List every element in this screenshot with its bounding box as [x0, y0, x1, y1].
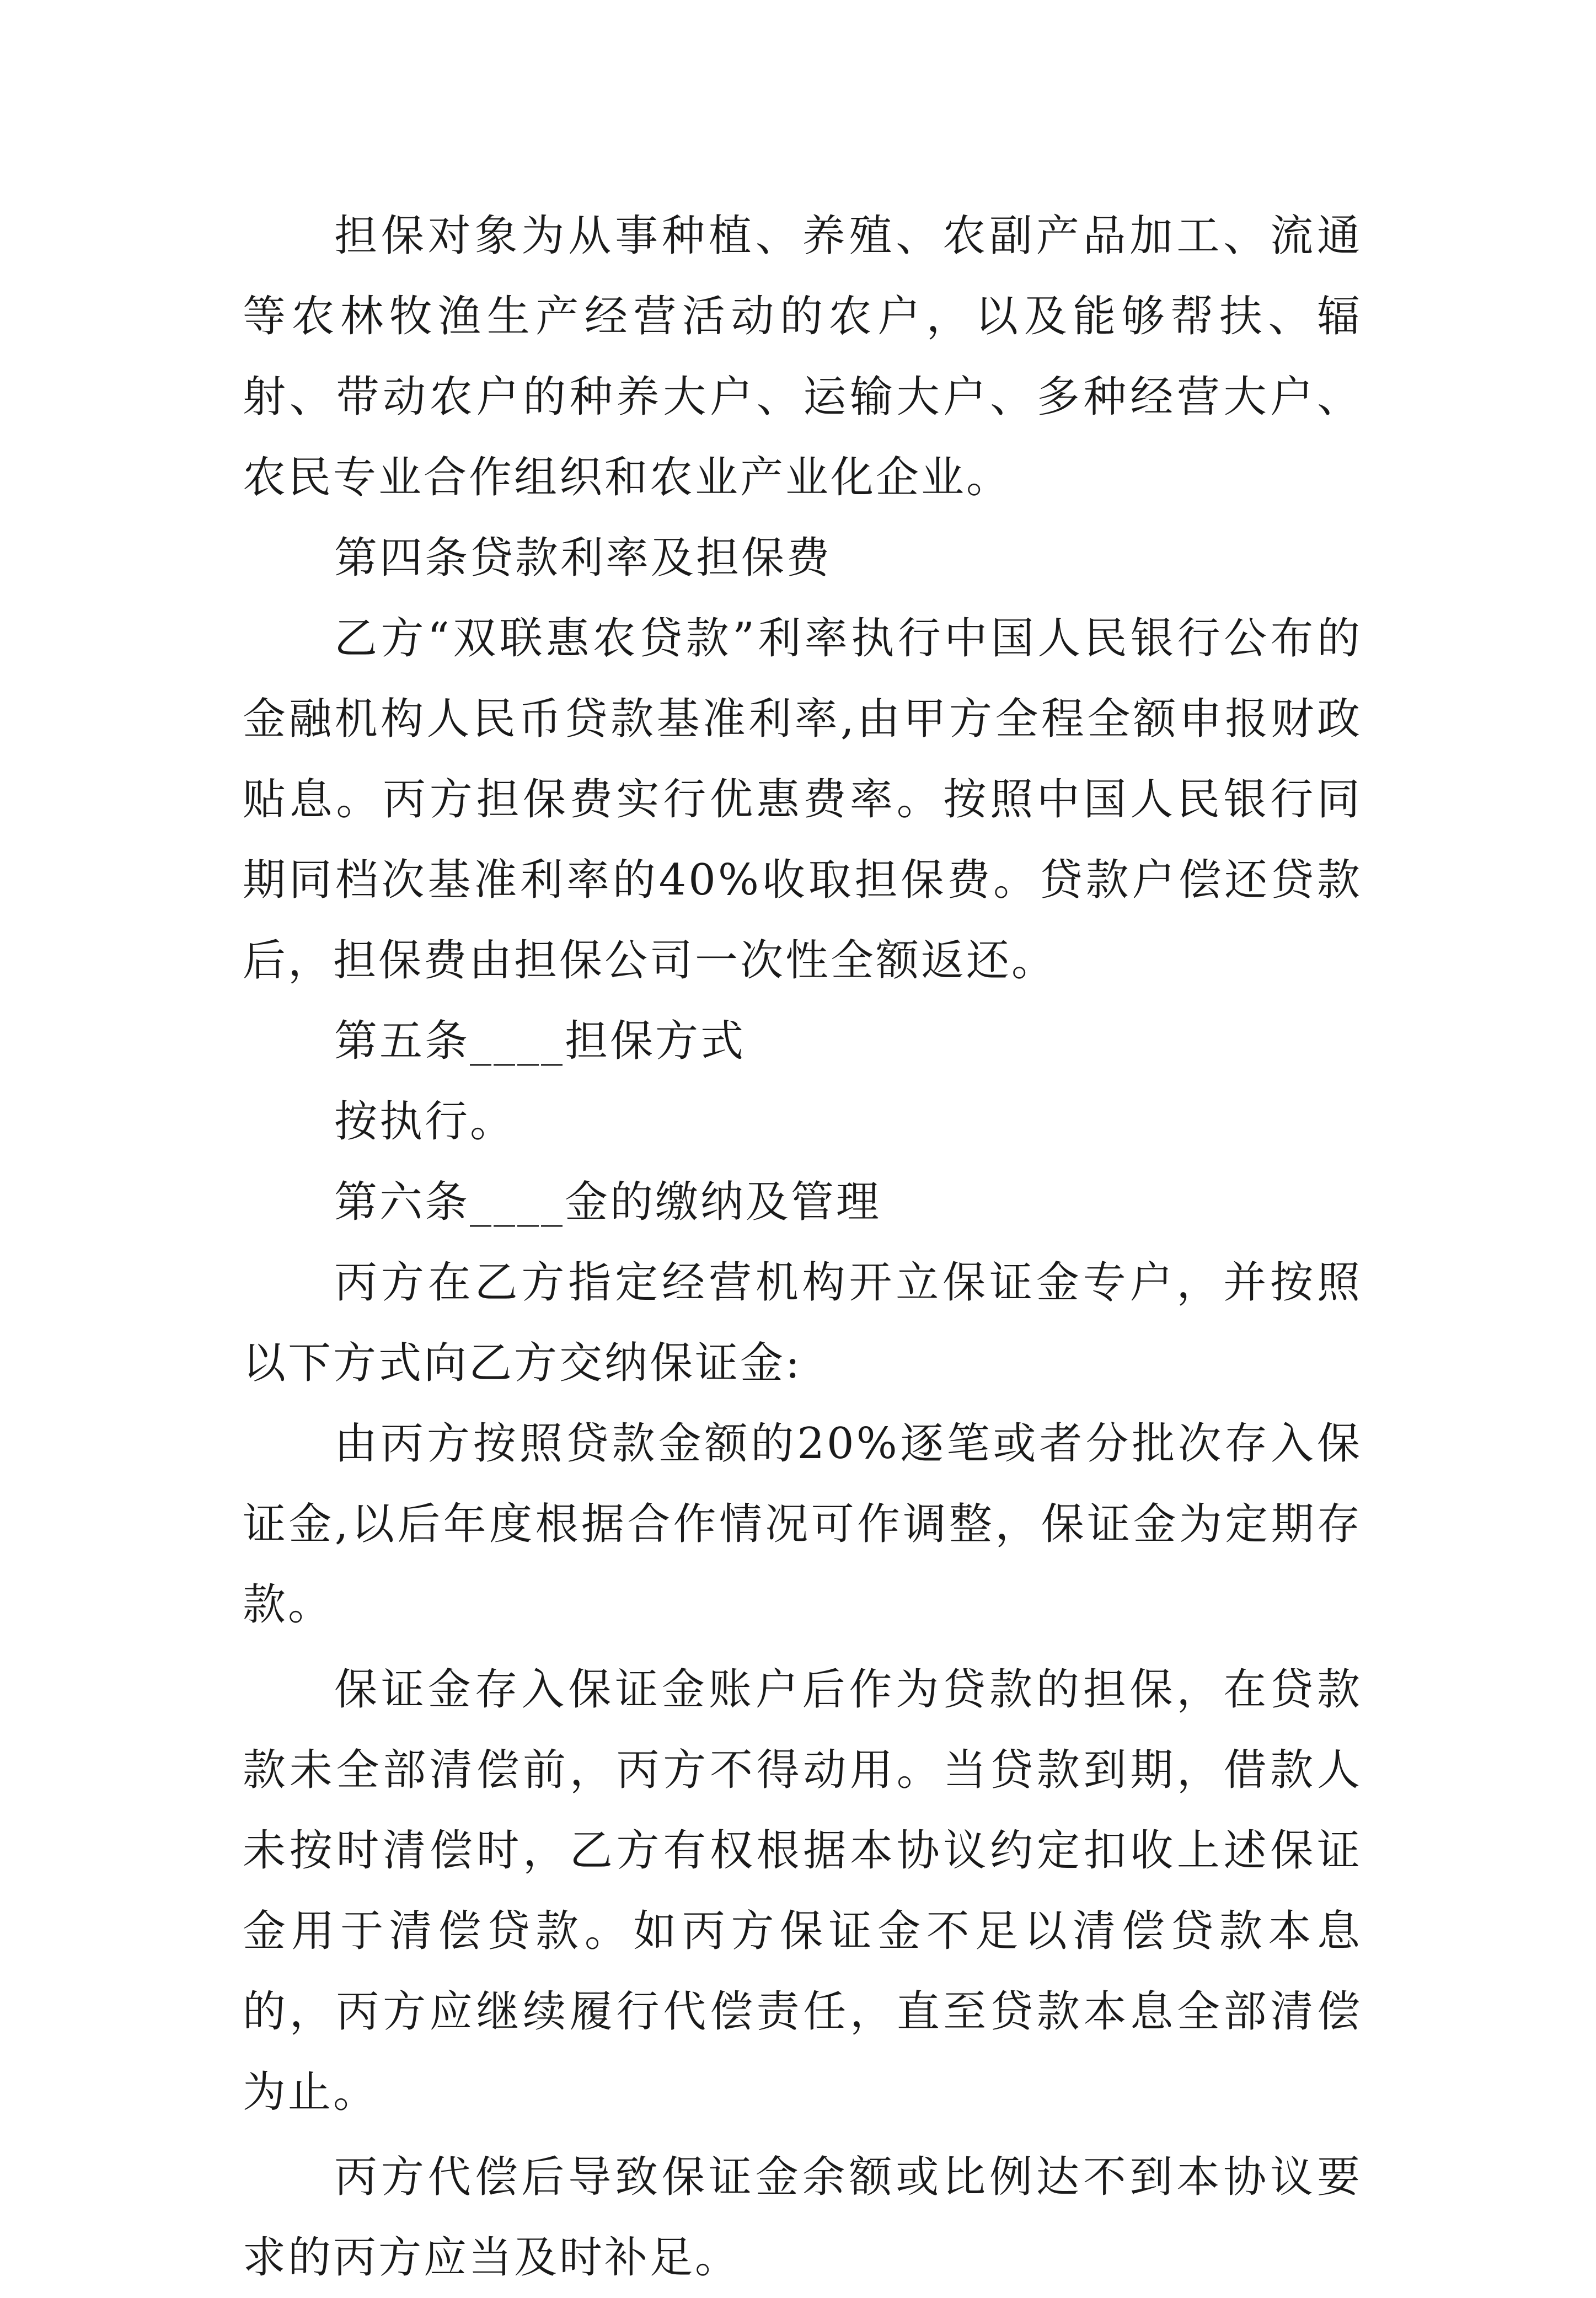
- paragraph-guarantee-method: 按执行。: [334, 1097, 516, 1147]
- article-6-heading: 第六条____金的缴纳及管理: [334, 1177, 882, 1227]
- paragraph-guarantee-targets: 担保对象为从事种植、养殖、农副产品加工、流通等农林牧渔生产经营活动的农户，以及能够帮扶、辐射、带动农户的种养大户、运输大户、多种经营大户、农民专业合作组织和农业产业化企业。: [243, 211, 1362, 502]
- paragraph-deposit-replenish: 丙方代偿后导致保证金余额或比例达不到本协议要求的丙方应当及时补足。: [243, 2152, 1362, 2283]
- paragraph-deposit-account: 丙方在乙方指定经营机构开立保证金专户，并按照以下方式向乙方交纳保证金:: [243, 1258, 1362, 1388]
- article-4-heading: 第四条贷款利率及担保费: [334, 533, 832, 583]
- document-page: [243, 196, 1362, 2298]
- paragraph-interest-and-fee: 乙方“双联惠农贷款”利率执行中国人民银行公布的金融机构人民币贷款基准利率,由甲方全程全额申报财政贴息。丙方担保费实行优惠费率。按照中国人民银行同期同档次基准利率的40%收取担保费。贷款户偿还贷款后，担保费由担保公司一次性全额返还。: [243, 614, 1362, 985]
- paragraph-deposit-ratio: 由丙方按照贷款金额的20%逐笔或者分批次存入保证金,以后年度根据合作情况可作调整，保证金为定期存款。: [243, 1419, 1362, 1630]
- article-5-heading: 第五条____担保方式: [334, 1016, 746, 1066]
- paragraph-deposit-usage: 保证金存入保证金账户后作为贷款的担保，在贷款款未全部清偿前，丙方不得动用。当贷款到期，借款人未按时清偿时，乙方有权根据本协议约定扣收上述保证金用于清偿贷款。如丙方保证金不足以清偿贷款本息的，丙方应继续履行代偿责任，直至贷款本息全部清偿为止。: [243, 1665, 1362, 2117]
